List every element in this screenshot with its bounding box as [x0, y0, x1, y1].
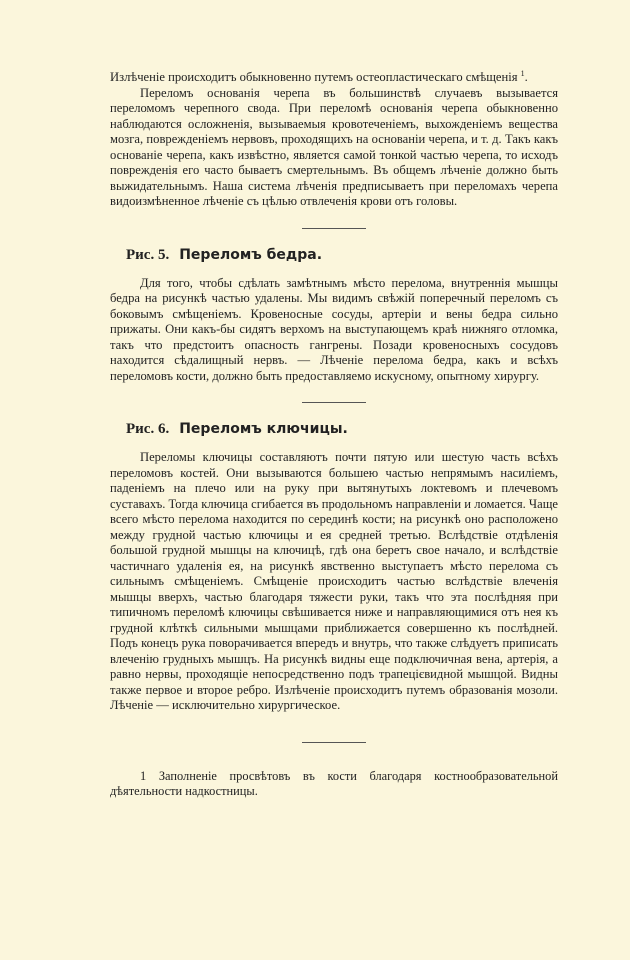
intro-paragraph-2: Переломъ основанія черепа въ большинствѣ случаевъ вызывается переломомъ черепного свода. При переломѣ основанія черепа обыкновенно наблюдаются осложненія, вызываемыя кровотеченіемъ, выхожденіемъ вещества мозга, поврежденіемъ нервовъ, проходящихъ на основаніи черепа, и т. д. Такъ какъ основаніе черепа, какъ извѣстно, является самой тонкой частью черепа, то исходъ поврежденія его часто бываетъ смертельнымъ. Въ общемъ лѣченіе должно быть выжидательнымъ. Наша система лѣченія предписываетъ при переломахъ черепа видоизмѣненное лѣченіе съ цѣлью отвлеченія крови отъ головы. [110, 85, 558, 208]
section-title: Переломъ бедра. [179, 246, 323, 263]
footnote-text: Заполненіе просвѣтовъ въ кости благодаря костнообразовательной дѣятельности надкостницы. [110, 768, 558, 798]
footnote-reference: 1 [520, 68, 525, 78]
section-divider [302, 228, 366, 229]
section-paragraph-fig6: Переломы ключицы составляютъ почти пятую или шестую часть всѣхъ переломовъ костей. Они вызываются большею частью непрямымъ насиліемъ, паденіемъ на плечо или на руку при вытянутыхъ локтевомъ и плечевомъ суставахъ. Тогда ключица сгибается въ продольномъ направленіи и ломается. Чаще всего мѣсто перелома находится по серединѣ кости; на рисункѣ оно расположено между грудной частью ключицы и ея средней третью. Вслѣдствіе отдѣленія большой грудной мышцы на ключицѣ, гдѣ она беретъ свое начало, и вслѣдствіе частичнаго удаленія ея, на рисункѣ явственно выступаетъ мѣсто перелома съ сильнымъ смѣщеніемъ. Смѣщеніе происходитъ частью вслѣдствіе влеченія мышцы вверхъ, частью благодаря тяжести руки, такъ что эта послѣдняя при типичномъ переломѣ ключицы свѣшивается ниже и направляющимися отъ нея къ грудной клѣткѣ сильными мышцами приближается совершенно къ послѣдней. Подъ конецъ рука поворачивается впередъ и внутрь, что также слѣдуетъ приписать влеченію грудныхъ мышцъ. На рисункѣ видны еще подключичная вена, артерія, а равно нервы, проходящіе непосредственно подъ трапецієвидной мышцой. Видны также первое и второе ребро. Излѣченіе происходитъ путемъ образованія мозоли. Лѣченіе — исключительно хирургическое. [110, 450, 558, 712]
intro-end: . [524, 70, 528, 84]
section-heading-fig5 [110, 246, 558, 264]
footnote-divider [302, 742, 366, 743]
section-divider [302, 402, 366, 403]
intro-text-1: Излѣченіе происходитъ обыкновенно путемъ остеопластическаго смѣщенія [110, 70, 518, 84]
footnote-mark: 1 [140, 768, 147, 783]
footnote [110, 769, 558, 800]
section-paragraph-fig5: Для того, чтобы сдѣлать замѣтнымъ мѣсто перелома, внутреннія мышцы бедра на рисункѣ частью удалены. Мы видимъ свѣжій поперечный переломъ съ боковымъ смѣщеніемъ. Кровеносные сосуды, артеріи и вены бедра сильно прижаты. Они какъ-бы сидятъ верхомъ на выступающемъ краѣ нижняго отломка, такъ что предстоитъ опасность гангрены. Позади кровеносныхъ сосудовъ находится сѣдалищный нервъ. — Лѣченіе перелома бедра, какъ и всѣхъ переломовъ кости, должно быть предоставляемо искусному, опытному хирургу. [110, 275, 558, 383]
intro-paragraph-1 [110, 70, 558, 86]
figure-number: Рис. 5. [126, 246, 170, 263]
section-title: Переломъ ключицы. [179, 421, 348, 437]
section-heading-fig6 [110, 420, 558, 438]
figure-number: Рис. 6. [126, 421, 170, 437]
